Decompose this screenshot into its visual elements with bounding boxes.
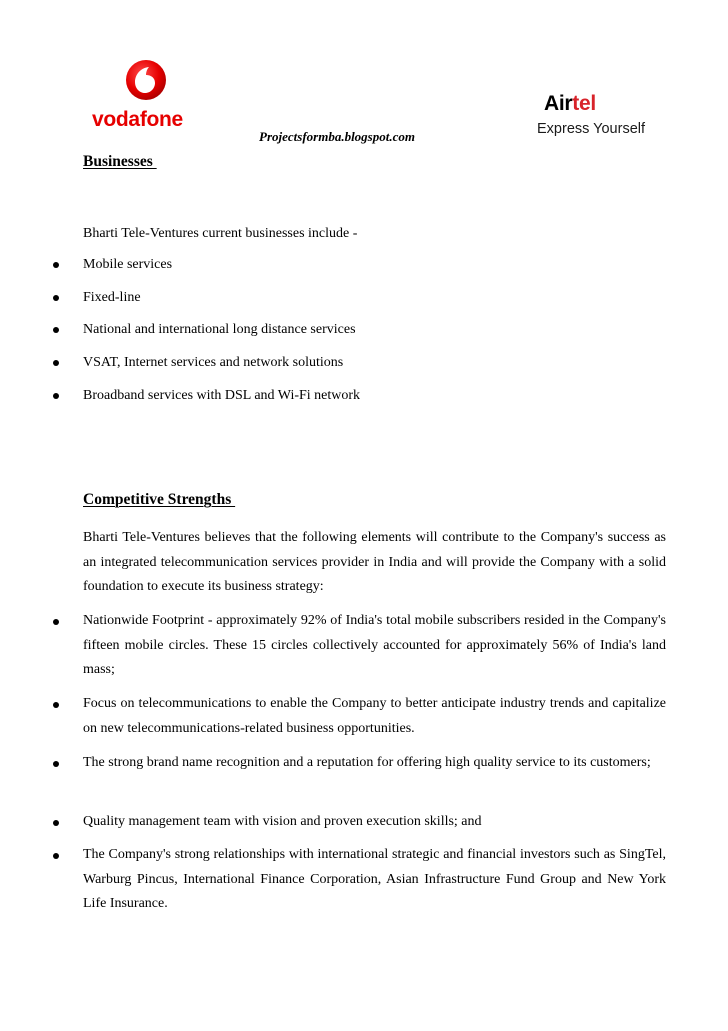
bullet-icon bbox=[53, 360, 59, 366]
airtel-wordmark-part-b: tel bbox=[572, 92, 596, 115]
bullet-icon bbox=[53, 853, 59, 859]
strengths-heading: Competitive Strengths bbox=[83, 491, 236, 508]
list-item: The Company's strong relationships with international strategic and financial investors such as SingTel, Warburg Pincus, International Finance Corporation, Asian Infrastructure Fund Group and New York Life Insurance. bbox=[83, 847, 666, 911]
site-url: Projectsformba.blogspot.com bbox=[259, 129, 415, 144]
list-item: Fixed-line bbox=[83, 290, 141, 305]
list-item: Broadband services with DSL and Wi-Fi network bbox=[83, 388, 361, 403]
list-item: Mobile services bbox=[83, 257, 173, 272]
list-item: Focus on telecommunications to enable the Company to better anticipate industry trends and capitalize on new telecommunications-related business opportunities. bbox=[83, 696, 666, 736]
strengths-intro: Bharti Tele-Ventures believes that the following elements will contribute to the Company's success as an integrated telecommunication services provider in India and will provide the Company with a solid foundation to execute its business strategy: bbox=[83, 530, 666, 594]
bullet-icon bbox=[53, 295, 59, 301]
bullet-icon bbox=[53, 820, 59, 826]
vodafone-wordmark: vodafone bbox=[92, 108, 183, 131]
list-item: The strong brand name recognition and a reputation for offering high quality service to its customers; bbox=[83, 755, 651, 770]
list-item: National and international long distance services bbox=[83, 322, 356, 337]
list-item: VSAT, Internet services and network solutions bbox=[83, 355, 344, 370]
airtel-wordmark bbox=[544, 92, 596, 116]
bullet-icon bbox=[53, 327, 59, 333]
businesses-heading: Businesses bbox=[83, 153, 157, 170]
list-item: Nationwide Footprint - approximately 92% of India's total mobile subscribers resided in the Company's fifteen mobile circles. These 15 circles collectively accounted for approximately 56% of India's land mass; bbox=[83, 613, 666, 677]
airtel-tagline: Express Yourself bbox=[537, 121, 646, 137]
bullet-icon bbox=[53, 619, 59, 625]
businesses-intro: Bharti Tele-Ventures current businesses include - bbox=[83, 226, 358, 241]
bullet-icon bbox=[53, 262, 59, 268]
bullet-icon bbox=[53, 761, 59, 767]
list-item: Quality management team with vision and proven execution skills; and bbox=[83, 814, 482, 829]
bullet-icon bbox=[53, 702, 59, 708]
airtel-wordmark-part-a: Air bbox=[544, 92, 573, 115]
bullet-icon bbox=[53, 393, 59, 399]
